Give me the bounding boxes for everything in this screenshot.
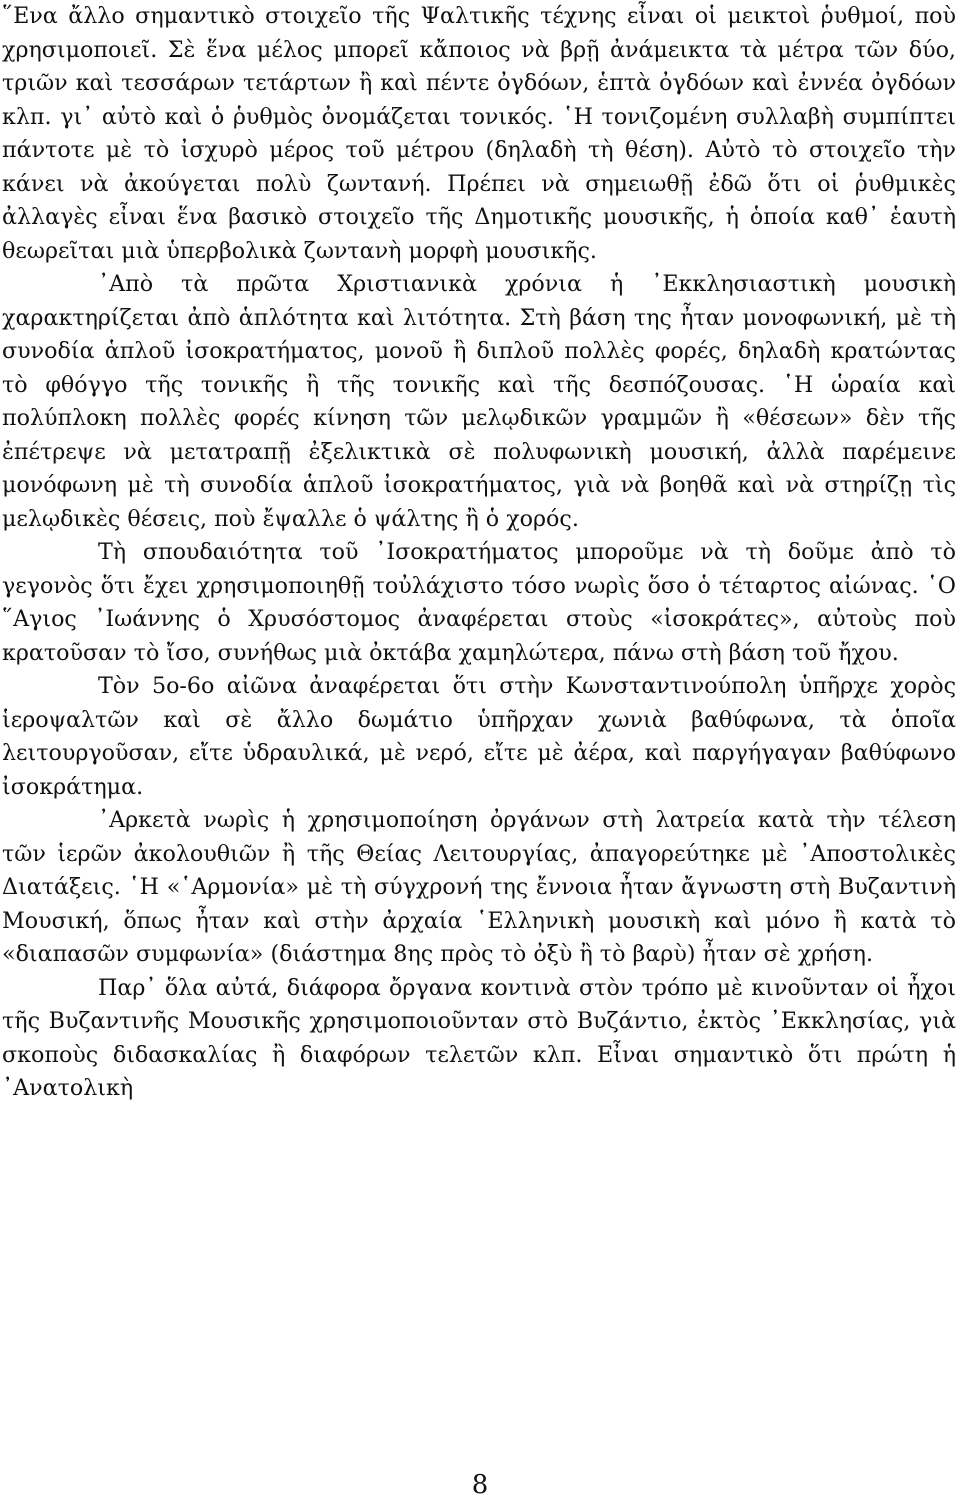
paragraph-isokratima-importance: Τὴ σπουδαιότητα τοῦ ᾿Ισοκρατήματος μποροῦμε νὰ τὴ δοῦμε ἀπὸ τὸ γεγονὸς ὅτι ἔχει χρησιμοποιηθῇ τοὐλάχιστο τόσο νωρὶς ὅσο ὁ τέταρτος αἰώνας. ῾Ο ῞Αγιος ᾿Ιωάννης ὁ Χρυσόστομος ἀναφέρεται στοὺς «ἰσοκράτες», αὐτοὺς ποὺ κρατοῦσαν τὸ ἴσο, συνήθως μιὰ ὀκτάβα χαμηλώτερα, πάνω στὴ βάση τοῦ ἤχου. bbox=[2, 539, 956, 666]
paragraph-instruments-byzantium: Παρ᾿ ὅλα αὐτά, διάφορα ὄργανα κοντινὰ στὸν τρόπο μὲ κινοῦνταν οἱ ἦχοι τῆς Βυζαντινῆς Μουσικῆς χρησιμοποιοῦνταν στὸ Βυζάντιο, ἐκτὸς ᾿Εκκλησίας, γιὰ σκοποὺς διδασκαλίας ἢ διαφόρων τελετῶν κλπ. Εἶναι σημαντικὸ ὅτι πρώτη ἡ ᾿Ανατολικὴ bbox=[2, 974, 956, 1101]
paragraph-early-christian-music: ᾿Απὸ τὰ πρῶτα Χριστιανικὰ χρόνια ἡ ᾿Εκκλησιαστικὴ μουσικὴ χαρακτηρίζεται ἀπὸ ἁπλότητα καὶ λιτότητα. Στὴ βάση της ἦταν μονοφωνική, μὲ τὴ συνοδία ἁπλοῦ ἰσοκρατήματος, μονοῦ ἢ διπλοῦ πολλὲς φορές, δηλαδὴ κρατώντας τὸ φθόγγο τῆς τονικῆς ἢ τῆς τονικῆς καὶ τῆς δεσπόζουσας. ῾Η ὡραία καὶ πολύπλοκη πολλὲς φορές κίνηση τῶν μελῳδικῶν γραμμῶν ἢ «θέσεων» δὲν τῆς ἐπέτρεψε νὰ μετατραπῇ ἐξελικτικὰ σὲ πολυφωνικὴ μουσική, ἀλλὰ παρέμεινε μονόφωνη μὲ τὴ συνοδία ἁπλοῦ ἰσοκρατήματος, γιὰ νὰ βοηθᾶ καὶ νὰ στηρίζῃ τὶς μελῳδικὲς θέσεις, ποὺ ἔψαλλε ὁ ψάλτης ἢ ὁ χορός. bbox=[2, 271, 956, 532]
page-number: 8 bbox=[471, 1470, 489, 1500]
paragraph-mixed-rhythms: ῞Ενα ἄλλο σημαντικὸ στοιχεῖο τῆς Ψαλτικῆς τέχνης εἶναι οἱ μεικτοὶ ῥυθμοί, ποὺ χρησιμοποιεῖ. Σὲ ἕνα μέλος μπορεῖ κἄποιος νὰ βρῇ ἀνάμεικτα τὰ μέτρα τῶν δύο, τριῶν καὶ τεσσάρων τετάρτων ἢ καὶ πέντε ὀγδόων, ἑπτὰ ὀγδόων καὶ ἐννέα ὀγδόων κλπ. γι᾿ αὐτὸ καὶ ὁ ῥυθμὸς ὀνομάζεται τονικός. ῾Η τονιζομένη συλλαβὴ συμπίπτει πάντοτε μὲ τὸ ἰσχυρὸ μέρος τοῦ μέτρου (δηλαδὴ τὴ θέση). Αὐτὸ τὸ στοιχεῖο τὴν κάνει νὰ ἀκούγεται πολὺ ζωντανή. Πρέπει νὰ σημειωθῇ ἐδῶ ὅτι οἱ ῥυθμικὲς ἀλλαγὲς εἶναι ἕνα βασικὸ στοιχεῖο τῆς Δημοτικῆς μουσικῆς, ἡ ὁποία καθ᾿ ἑαυτὴ θεωρεῖται μιὰ ὑπερβολικὰ ζωντανὴ μορφὴ μουσικῆς. bbox=[2, 3, 956, 264]
paragraph-constantinople-choir: Τὸν 5ο-6ο αἰῶνα ἀναφέρεται ὅτι στὴν Κωνσταντινούπολη ὑπῆρχε χορὸς ἱεροψαλτῶν καὶ σὲ ἄλλο δωμάτιο ὑπῆρχαν χωνιὰ βαθύφωνα, τὰ ὁποῖα λειτουργοῦσαν, εἴτε ὑδραυλικά, μὲ νερό, εἴτε μὲ ἀέρα, καὶ παργήγαγαν βαθύφωνο ἰσοκράτημα. bbox=[2, 673, 956, 800]
body-text bbox=[2, 0, 956, 1106]
paragraph-instruments-banned: ᾿Αρκετὰ νωρὶς ἡ χρησιμοποίηση ὀργάνων στὴ λατρεία κατὰ τὴν τέλεση τῶν ἱερῶν ἀκολουθιῶν ἢ τῆς Θείας Λειτουργίας, ἀπαγορεύτηκε μὲ ᾿Αποστολικὲς Διατάξεις. ῾Η «῾Αρμονία» μὲ τὴ σύγχρονή της ἔννοια ἦταν ἄγνωστη στὴ Βυζαντινὴ Μουσική, ὅπως ἦταν καὶ στὴν ἀρχαία ῾Ελληνικὴ μουσικὴ καὶ μόνο ἢ κατὰ τὸ «διαπασῶν συμφωνία» (διάστημα 8ης πρὸς τὸ ὀξὺ ἢ τὸ βαρὺ) ἦταν σὲ χρήση. bbox=[2, 807, 956, 967]
